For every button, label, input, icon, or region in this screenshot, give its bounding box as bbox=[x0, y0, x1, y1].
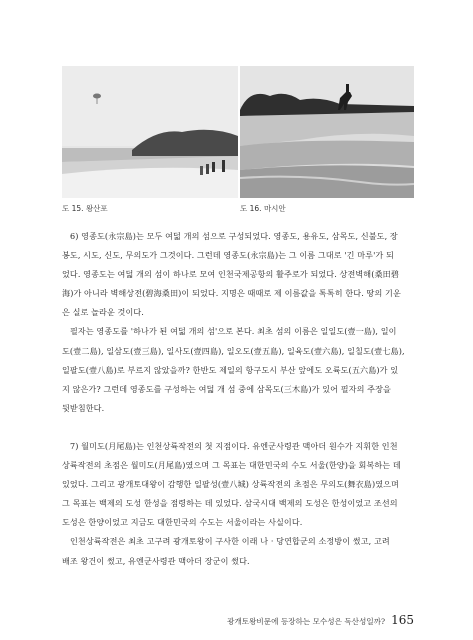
beach-parasail-image bbox=[62, 66, 238, 198]
text-line: 海)가 아니라 벽해상전(碧海桑田)이 되었다. 지명은 때때로 제 이름값을 톡톡히 한다. 땅의 기운 bbox=[62, 288, 401, 299]
figure-caption: 도 15. 왕산포 bbox=[62, 204, 108, 213]
text-line: 었다. 영종도는 여덟 개의 섬이 하나로 모여 인천국제공항의 활주로가 되었다. 상전벽해(桑田碧 bbox=[62, 269, 400, 280]
text-line: 6) 영종도(永宗島)는 모두 여덟 개의 섬으로 구성되었다. 영종도, 용유도, 삼목도, 신불도, 장 bbox=[70, 231, 398, 241]
text-line: 그 목표는 백제의 도성 한성을 점령하는 데 있었다. 삼국시대 백제의 도성은 한성이었고 조선의 bbox=[62, 498, 398, 509]
figure-caption: 도 16. 마시안 bbox=[240, 204, 286, 213]
text-line: 지 않은가? 그런데 영종도를 구성하는 여덟 개 섬 중에 삼목도(三木島)가 있어 필자의 주장을 bbox=[62, 383, 391, 394]
footnote-6-paragraph bbox=[62, 227, 414, 418]
text-line: 도성은 한양이었고 지금도 대한민국의 수도는 서울이라는 사실이다. bbox=[62, 517, 303, 528]
text-line: 7) 월미도(月尾島)는 인천상륙작전의 첫 지점이다. 유엔군사령관 맥아더 원수가 지휘한 인천 bbox=[70, 441, 398, 451]
text-line: 필자는 영종도를 '하나가 된 여덟 개의 섬'으로 본다. 최초 섬의 이름은 일일도(壹一島), 일이 bbox=[70, 326, 397, 337]
running-title: 광개토왕비문에 등장하는 모수성은 독산성일까? bbox=[227, 617, 386, 626]
text-line: 배조 왕건이 썼고, 유엔군사령관 맥아더 장군이 썼다. bbox=[62, 555, 250, 566]
photo-masian bbox=[240, 66, 414, 198]
text-line: 은 실로 놀라운 것이다. bbox=[62, 307, 144, 318]
footnote-7-paragraph bbox=[62, 437, 414, 571]
text-line: 상륙작전의 초점은 월미도(月尾島)였으며 그 목표는 대한민국의 수도 서울(한양)을 회복하는 데 bbox=[62, 460, 401, 471]
text-line: 도(壹二島), 일삼도(壹三島), 일사도(壹四島), 일오도(壹五島), 일육도(壹六島), 일칠도(壹七島), bbox=[62, 345, 405, 356]
text-line: 인천상륙작전은 최초 고구려 광개토왕이 구사한 이래 나 · 당연합군의 소정방이 썼고, 고려 bbox=[70, 536, 390, 547]
photo-wangsanpo bbox=[62, 66, 238, 198]
page-footer bbox=[227, 613, 414, 627]
text-line: 있었다. 그리고 광개토대왕이 감행한 일팔성(壹八城) 상륙작전의 초점은 무의도(舞衣島)였으며 bbox=[62, 479, 399, 490]
tidal-flat-horse-image bbox=[240, 66, 414, 198]
text-line: 일팔도(壹八島)로 부르지 않았을까? 한반도 제일의 항구도시 부산 앞에도 오륙도(五六島)가 있 bbox=[62, 364, 399, 375]
page-number: 165 bbox=[391, 613, 414, 627]
text-line: 봉도, 시도, 신도, 무의도가 그것이다. 그런데 영종도(永宗島)는 그 이름 그대로 '긴 마루'가 되 bbox=[62, 250, 394, 261]
text-line: 뒷받침한다. bbox=[62, 402, 105, 413]
